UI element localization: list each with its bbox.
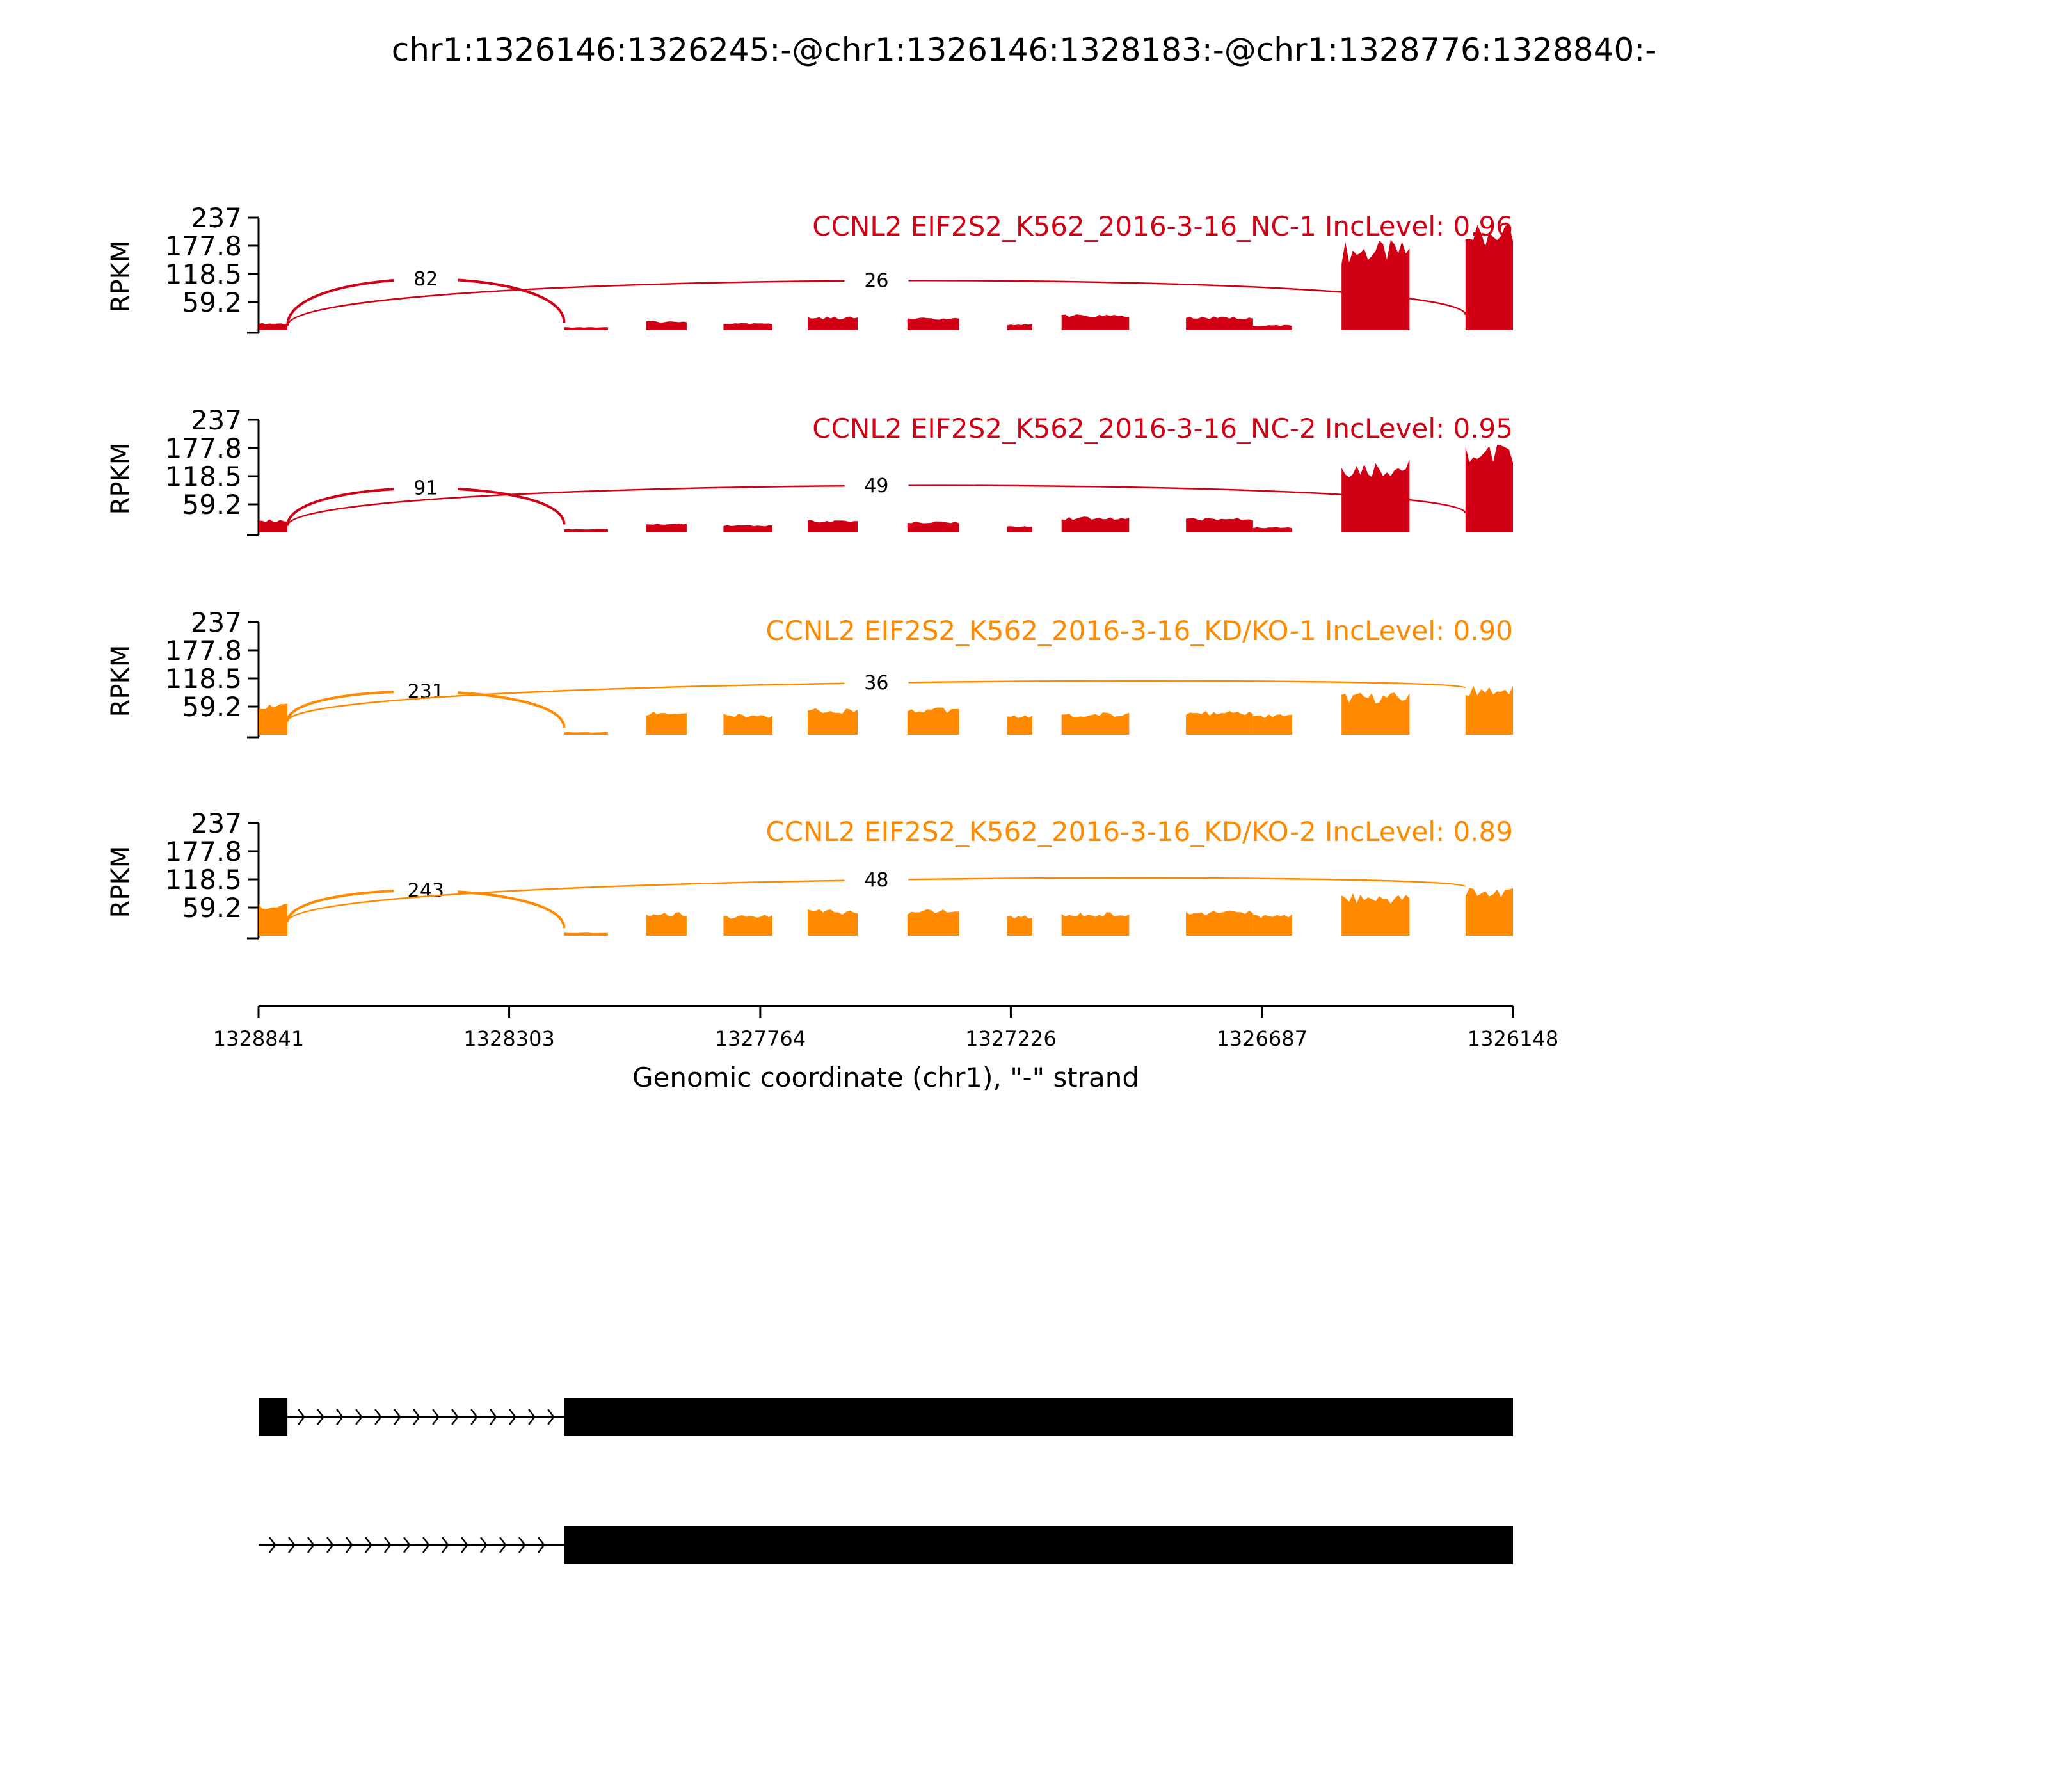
y-tick-label: 177.8 — [164, 634, 242, 666]
y-tick-label: 59.2 — [182, 287, 242, 319]
junction-count: 91 — [413, 477, 438, 500]
coverage-area — [646, 712, 687, 735]
coverage-area — [1007, 526, 1032, 532]
y-axis-label: RPKM — [106, 845, 136, 918]
y-tick-label: 237 — [190, 404, 242, 436]
coverage-area — [808, 708, 858, 735]
junction-count: 48 — [864, 868, 889, 892]
coverage-area — [1062, 712, 1130, 735]
coverage-area — [1186, 518, 1253, 532]
coverage-area — [1186, 711, 1253, 735]
genomic-x-axis — [213, 1006, 1559, 1093]
coverage-area — [723, 525, 772, 532]
x-tick-label: 1328841 — [212, 1027, 305, 1051]
coverage-panel — [106, 202, 1513, 333]
coverage-area — [1466, 445, 1513, 532]
coverage-area — [1253, 325, 1292, 330]
coverage-area — [908, 317, 959, 330]
coverage-area — [564, 529, 608, 532]
coverage-area — [1253, 527, 1292, 532]
coverage-area — [564, 932, 608, 936]
exon-block — [564, 1526, 1513, 1564]
coverage-area — [1466, 888, 1513, 936]
coverage-area — [646, 321, 687, 330]
coverage-area — [259, 703, 287, 735]
y-tick-label: 118.5 — [164, 864, 242, 895]
x-tick-label: 1326148 — [1467, 1027, 1559, 1051]
coverage-area — [1253, 915, 1292, 936]
coverage-area — [1007, 324, 1032, 330]
coverage-area — [908, 522, 959, 532]
coverage-area — [1062, 516, 1130, 532]
sample-label: CCNL2 EIF2S2_K562_2016-3-16_KD/KO-1 IncLevel: 0.90 — [765, 615, 1513, 646]
transcript-model — [259, 1526, 1513, 1564]
coverage-area — [723, 915, 772, 936]
coverage-area — [1062, 314, 1130, 330]
coverage-area — [723, 714, 772, 735]
coverage-panel — [106, 808, 1513, 938]
coverage-area — [259, 520, 287, 533]
coverage-area — [1466, 686, 1513, 735]
y-tick-label: 59.2 — [182, 489, 242, 521]
coverage-area — [564, 732, 608, 735]
y-tick-label: 59.2 — [182, 691, 242, 723]
coverage-area — [808, 909, 858, 936]
junction-count: 243 — [407, 879, 444, 902]
coverage-area — [1007, 716, 1032, 735]
coverage-panels — [106, 202, 1513, 938]
coverage-panel — [106, 607, 1513, 737]
coverage-area — [564, 327, 608, 330]
y-tick-label: 237 — [190, 808, 242, 839]
transcript-model — [259, 1398, 1513, 1436]
x-tick-label: 1327764 — [714, 1027, 806, 1051]
sample-label: CCNL2 EIF2S2_K562_2016-3-16_NC-1 IncLevel: 0.96 — [812, 211, 1513, 242]
y-axis-label: RPKM — [106, 442, 136, 515]
coverage-area — [646, 912, 687, 936]
y-tick-label: 118.5 — [164, 461, 242, 492]
y-tick-label: 177.8 — [164, 432, 242, 464]
y-tick-label: 118.5 — [164, 259, 242, 290]
coverage-area — [808, 520, 858, 532]
coverage-area — [1186, 317, 1253, 331]
coverage-area — [1341, 240, 1409, 330]
junction-count: 26 — [864, 269, 889, 292]
figure-title: chr1:1326146:1326245:-@chr1:1326146:1328183:-@chr1:1328776:1328840:- — [391, 31, 1657, 68]
sample-label: CCNL2 EIF2S2_K562_2016-3-16_KD/KO-2 IncLevel: 0.89 — [765, 816, 1513, 847]
coverage-area — [1062, 912, 1130, 936]
coverage-area — [908, 708, 959, 735]
coverage-area — [723, 323, 772, 330]
y-axis-label: RPKM — [106, 240, 136, 313]
junction-count: 231 — [407, 680, 444, 703]
exon-block — [259, 1398, 287, 1436]
coverage-area — [259, 904, 287, 936]
transcript-track — [259, 1398, 1513, 1564]
junction-count: 36 — [864, 672, 889, 695]
x-axis-label: Genomic coordinate (chr1), "-" strand — [632, 1062, 1140, 1093]
y-axis-label: RPKM — [106, 644, 136, 717]
coverage-area — [1186, 911, 1253, 936]
coverage-area — [908, 909, 959, 936]
junction-count: 49 — [864, 474, 889, 497]
coverage-area — [259, 323, 287, 330]
y-tick-label: 237 — [190, 202, 242, 234]
coverage-area — [1253, 714, 1292, 735]
coverage-area — [646, 524, 687, 532]
junction-count: 82 — [413, 268, 438, 291]
coverage-area — [808, 317, 858, 331]
x-tick-label: 1327226 — [965, 1027, 1057, 1051]
exon-block — [564, 1398, 1513, 1436]
x-tick-label: 1326687 — [1216, 1027, 1308, 1051]
y-tick-label: 118.5 — [164, 663, 242, 694]
y-tick-label: 59.2 — [182, 892, 242, 924]
coverage-area — [1341, 893, 1409, 936]
coverage-area — [1007, 915, 1032, 936]
coverage-area — [1341, 692, 1409, 735]
y-tick-label: 177.8 — [164, 835, 242, 867]
sample-label: CCNL2 EIF2S2_K562_2016-3-16_NC-2 IncLevel: 0.95 — [812, 413, 1513, 444]
x-tick-label: 1328303 — [463, 1027, 555, 1051]
y-tick-label: 237 — [190, 607, 242, 638]
coverage-panel — [106, 404, 1513, 535]
y-tick-label: 177.8 — [164, 230, 242, 262]
